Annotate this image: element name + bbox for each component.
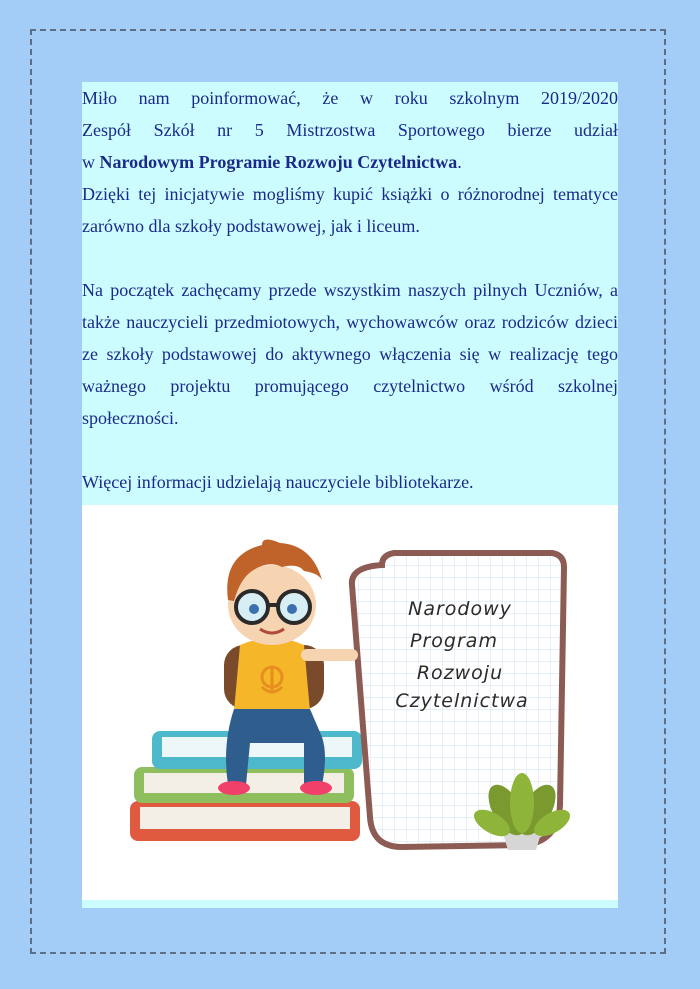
program-name: Narodowym Programie Rozwoju Czytelnictwa xyxy=(99,152,458,172)
card-line-2: Program xyxy=(410,630,498,652)
card-line-1: Narodowy xyxy=(408,598,512,620)
card-line-4: Czytelnictwa xyxy=(395,690,529,712)
illustration-svg xyxy=(82,505,618,900)
text-line: Miło nam poinformować, że w roku szkolnym 2019/2020 xyxy=(82,88,618,108)
program-illustration xyxy=(82,505,618,900)
text-fragment: w xyxy=(82,152,100,172)
text-line: Dzięki tej inicjatywie mogliśmy kupić książki o różnorodnej tematyce zarówno dla szkoły podstawowej, jak i liceum. xyxy=(82,184,618,236)
paragraph-info: Więcej informacji udzielają nauczyciele bibliotekarze. xyxy=(82,472,474,492)
text-line: Zespół Szkół nr 5 Mistrzostwa Sportowego bierze udział xyxy=(82,120,618,140)
paragraph-invitation: Na początek zachęcamy przede wszystkim naszych pilnych Uczniów, a także nauczycieli przedmiotowych, wychowawców oraz rodziców dzieci ze szkoły podstawowej do aktywnego włączenia się w realizację tego ważnego projektu promującego czytelnictwo wśród szkolnej społeczności. xyxy=(82,280,618,428)
text-line xyxy=(82,146,618,178)
book-pages xyxy=(140,807,350,829)
card-line-3: Rozwoju xyxy=(416,662,504,684)
text-fragment: . xyxy=(457,152,462,172)
announcement-text xyxy=(82,82,618,498)
